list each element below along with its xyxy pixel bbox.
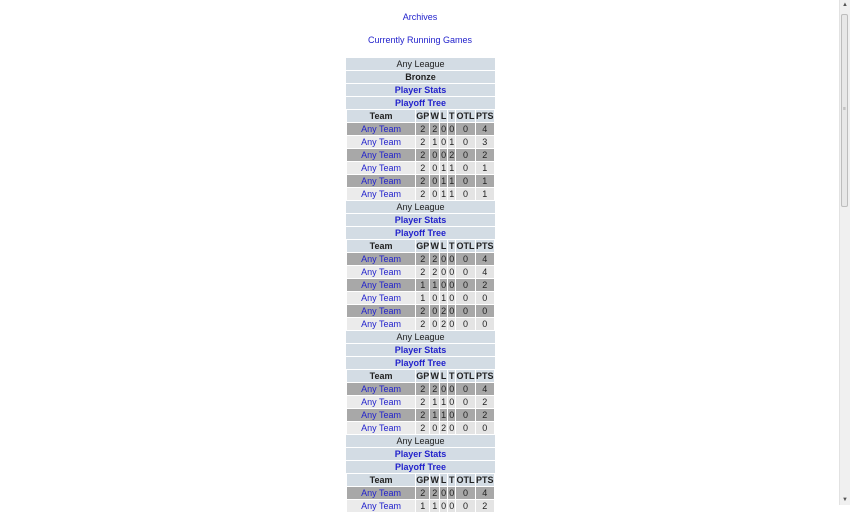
cell-t: 0 [449, 488, 455, 498]
league-group [346, 435, 495, 513]
team-link[interactable]: Any Team [361, 163, 402, 173]
table-col-otl-header: OTL [456, 371, 475, 381]
cell-gp: 2 [416, 383, 429, 395]
cell-l: 0 [441, 267, 447, 277]
cell-t: 1 [449, 176, 455, 186]
team-link[interactable]: Any Team [361, 397, 402, 407]
archives-link[interactable]: Archives [402, 12, 438, 22]
cell-pts: 0 [476, 422, 494, 434]
scroll-up-arrow-icon[interactable]: ▲ [842, 2, 848, 8]
table-row [347, 305, 494, 317]
cell-l: 0 [441, 137, 447, 147]
cell-team [347, 305, 415, 317]
cell-w: 2 [432, 384, 438, 394]
cell-team [347, 422, 415, 434]
cell-pts: 4 [476, 383, 494, 395]
league-name: Any League [346, 331, 495, 343]
cell-otl: 0 [456, 318, 474, 330]
cell-team [347, 266, 415, 278]
player-stats-row [346, 448, 495, 460]
standings-table [346, 473, 495, 513]
cell-l: 1 [441, 176, 447, 186]
team-link[interactable]: Any Team [361, 124, 402, 134]
cell-team [347, 162, 415, 174]
team-link[interactable]: Any Team [361, 410, 402, 420]
table-col-w-header: W [430, 371, 439, 381]
cell-l: 2 [441, 423, 447, 433]
cell-pts: 1 [476, 175, 494, 187]
table-col-l-header: L [440, 111, 447, 121]
table-row [347, 500, 494, 512]
playoff-tree-row [346, 97, 495, 109]
scroll-thumb[interactable] [841, 14, 848, 207]
cell-w: 0 [432, 306, 438, 316]
table-col-team-header: Team [347, 240, 415, 252]
table-col-pts-header: PTS [476, 475, 494, 485]
cell-w: 0 [432, 176, 438, 186]
cell-gp: 2 [416, 422, 429, 434]
cell-otl: 0 [456, 162, 474, 174]
cell-pts: 4 [476, 253, 494, 265]
table-row [347, 409, 494, 421]
cell-w: 1 [432, 501, 438, 511]
cell-l: 2 [441, 319, 447, 329]
cell-team [347, 253, 415, 265]
cell-otl: 0 [456, 253, 474, 265]
cell-pts: 0 [476, 318, 494, 330]
cell-team [347, 487, 415, 499]
scroll-down-arrow-icon[interactable]: ▼ [842, 497, 848, 503]
cell-team [347, 383, 415, 395]
cell-otl: 0 [456, 149, 474, 161]
cell-gp: 1 [416, 292, 429, 304]
cell-l: 0 [441, 254, 447, 264]
table-row [347, 162, 494, 174]
cell-w: 0 [432, 319, 438, 329]
cell-otl: 0 [456, 279, 474, 291]
player-stats-row [346, 214, 495, 226]
table-col-w-header: W [430, 241, 439, 251]
cell-w: 2 [432, 267, 438, 277]
cell-gp: 2 [416, 266, 429, 278]
cell-w: 0 [432, 423, 438, 433]
cell-t: 1 [449, 163, 455, 173]
team-link[interactable]: Any Team [361, 306, 402, 316]
table-col-t-header: T [449, 371, 455, 381]
table-row [347, 318, 494, 330]
cell-gp: 2 [416, 149, 429, 161]
table-row [347, 487, 494, 499]
cell-otl: 0 [456, 383, 474, 395]
table-row [347, 136, 494, 148]
table-row [347, 383, 494, 395]
team-link[interactable]: Any Team [361, 319, 402, 329]
cell-team [347, 396, 415, 408]
cell-otl: 0 [456, 305, 474, 317]
cell-t: 0 [449, 293, 455, 303]
cell-pts: 2 [476, 149, 494, 161]
cell-otl: 0 [456, 422, 474, 434]
cell-l: 1 [441, 189, 447, 199]
league-group [346, 58, 495, 201]
cell-w: 1 [432, 137, 438, 147]
team-link[interactable]: Any Team [361, 280, 402, 290]
table-row [347, 253, 494, 265]
cell-team [347, 292, 415, 304]
cell-l: 1 [441, 410, 447, 420]
cell-gp: 2 [416, 123, 429, 135]
playoff-tree-link[interactable]: Playoff Tree [394, 358, 447, 368]
table-col-pts-header: PTS [476, 111, 494, 121]
cell-team [347, 136, 415, 148]
cell-t: 0 [449, 280, 455, 290]
table-header-row [347, 474, 494, 486]
cell-otl: 0 [456, 266, 474, 278]
cell-pts: 0 [476, 305, 494, 317]
cell-gp: 2 [416, 318, 429, 330]
cell-team [347, 188, 415, 200]
cell-gp: 2 [416, 162, 429, 174]
league-group [346, 201, 495, 331]
table-col-otl-header: OTL [456, 241, 475, 251]
team-link[interactable]: Any Team [361, 189, 402, 199]
table-row [347, 175, 494, 187]
table-col-l-header: L [440, 371, 447, 381]
division-name: Bronze [346, 71, 495, 83]
cell-team [347, 279, 415, 291]
table-col-gp-header: GP [416, 241, 430, 251]
table-header-row [347, 110, 494, 122]
cell-l: 2 [441, 306, 447, 316]
table-col-gp-header: GP [416, 111, 430, 121]
standings-table [346, 239, 495, 331]
playoff-tree-link[interactable]: Playoff Tree [394, 98, 447, 108]
cell-w: 0 [432, 293, 438, 303]
team-link[interactable]: Any Team [361, 293, 402, 303]
table-col-otl-header: OTL [456, 475, 475, 485]
table-col-team-header: Team [347, 474, 415, 486]
player-stats-link[interactable]: Player Stats [394, 345, 447, 355]
cell-w: 2 [432, 488, 438, 498]
team-link[interactable]: Any Team [361, 254, 402, 264]
team-link[interactable]: Any Team [361, 423, 402, 433]
cell-otl: 0 [456, 487, 474, 499]
team-link[interactable]: Any Team [361, 384, 402, 394]
cell-w: 2 [432, 254, 438, 264]
cell-gp: 2 [416, 136, 429, 148]
cell-l: 0 [441, 150, 447, 160]
table-col-otl-header: OTL [456, 111, 475, 121]
league-name: Any League [346, 435, 495, 447]
player-stats-row [346, 344, 495, 356]
playoff-tree-row [346, 461, 495, 473]
cell-l: 0 [441, 124, 447, 134]
cell-otl: 0 [456, 188, 474, 200]
cell-pts: 0 [476, 292, 494, 304]
table-col-t-header: T [449, 241, 455, 251]
cell-w: 0 [432, 150, 438, 160]
table-row [347, 396, 494, 408]
table-col-team-header: Team [347, 110, 415, 122]
table-col-pts-header: PTS [476, 371, 494, 381]
cell-gp: 2 [416, 305, 429, 317]
team-link[interactable]: Any Team [361, 137, 402, 147]
cell-w: 1 [432, 397, 438, 407]
cell-pts: 1 [476, 162, 494, 174]
standings-panel [346, 58, 495, 513]
table-row [347, 149, 494, 161]
table-row [347, 292, 494, 304]
league-name: Any League [346, 201, 495, 213]
cell-t: 0 [449, 254, 455, 264]
table-col-l-header: L [440, 241, 447, 251]
cell-team [347, 175, 415, 187]
cell-t: 0 [449, 306, 455, 316]
cell-team [347, 409, 415, 421]
cell-pts: 2 [476, 500, 494, 512]
cell-l: 0 [441, 488, 447, 498]
table-col-w-header: W [430, 475, 439, 485]
scroll-grip-icon: ≡ [843, 106, 846, 112]
player-stats-link[interactable]: Player Stats [394, 215, 447, 225]
standings-table [346, 109, 495, 201]
cell-gp: 1 [416, 279, 429, 291]
cell-l: 1 [441, 163, 447, 173]
cell-l: 0 [441, 501, 447, 511]
cell-otl: 0 [456, 292, 474, 304]
cell-pts: 4 [476, 487, 494, 499]
table-col-team-header: Team [347, 370, 415, 382]
cell-t: 0 [449, 267, 455, 277]
team-link[interactable]: Any Team [361, 501, 402, 511]
table-header-row [347, 370, 494, 382]
cell-gp: 2 [416, 253, 429, 265]
table-row [347, 266, 494, 278]
cell-otl: 0 [456, 175, 474, 187]
cell-gp: 2 [416, 396, 429, 408]
cell-pts: 2 [476, 396, 494, 408]
currently-running-games-link[interactable]: Currently Running Games [367, 35, 473, 45]
table-row [347, 123, 494, 135]
table-col-pts-header: PTS [476, 241, 494, 251]
cell-t: 0 [449, 423, 455, 433]
cell-pts: 3 [476, 136, 494, 148]
playoff-tree-row [346, 227, 495, 239]
cell-otl: 0 [456, 136, 474, 148]
team-link[interactable]: Any Team [361, 267, 402, 277]
table-col-l-header: L [440, 475, 447, 485]
cell-w: 1 [432, 410, 438, 420]
player-stats-link[interactable]: Player Stats [394, 449, 447, 459]
playoff-tree-link[interactable]: Playoff Tree [394, 462, 447, 472]
cell-l: 1 [441, 397, 447, 407]
table-col-t-header: T [449, 111, 455, 121]
table-header-row [347, 240, 494, 252]
cell-l: 0 [441, 280, 447, 290]
cell-otl: 0 [456, 123, 474, 135]
cell-pts: 4 [476, 266, 494, 278]
vertical-scrollbar[interactable] [839, 0, 850, 505]
cell-pts: 2 [476, 279, 494, 291]
cell-l: 1 [441, 293, 447, 303]
cell-gp: 2 [416, 175, 429, 187]
cell-w: 2 [432, 124, 438, 134]
team-link[interactable]: Any Team [361, 150, 402, 160]
cell-t: 1 [449, 189, 455, 199]
table-row [347, 422, 494, 434]
table-col-gp-header: GP [416, 371, 430, 381]
cell-team [347, 123, 415, 135]
cell-t: 1 [449, 137, 455, 147]
league-name: Any League [346, 58, 495, 70]
cell-gp: 2 [416, 188, 429, 200]
team-link[interactable]: Any Team [361, 488, 402, 498]
table-col-w-header: W [430, 111, 439, 121]
cell-t: 2 [449, 150, 455, 160]
cell-otl: 0 [456, 409, 474, 421]
cell-t: 0 [449, 124, 455, 134]
standings-table [346, 369, 495, 435]
table-row [347, 279, 494, 291]
cell-l: 0 [441, 384, 447, 394]
table-col-gp-header: GP [416, 475, 430, 485]
cell-pts: 2 [476, 409, 494, 421]
cell-w: 1 [432, 280, 438, 290]
cell-pts: 1 [476, 188, 494, 200]
cell-gp: 1 [416, 500, 429, 512]
cell-team [347, 318, 415, 330]
table-row [347, 188, 494, 200]
league-group [346, 331, 495, 435]
cell-team [347, 500, 415, 512]
cell-w: 0 [432, 189, 438, 199]
cell-t: 0 [449, 319, 455, 329]
cell-otl: 0 [456, 396, 474, 408]
player-stats-row [346, 84, 495, 96]
cell-w: 0 [432, 163, 438, 173]
cell-t: 0 [449, 397, 455, 407]
cell-t: 0 [449, 410, 455, 420]
team-link[interactable]: Any Team [361, 176, 402, 186]
playoff-tree-row [346, 357, 495, 369]
cell-otl: 0 [456, 500, 474, 512]
cell-t: 0 [449, 384, 455, 394]
cell-team [347, 149, 415, 161]
cell-pts: 4 [476, 123, 494, 135]
cell-gp: 2 [416, 487, 429, 499]
table-col-t-header: T [449, 475, 455, 485]
cell-t: 0 [449, 501, 455, 511]
cell-gp: 2 [416, 409, 429, 421]
playoff-tree-link[interactable]: Playoff Tree [394, 228, 447, 238]
player-stats-link[interactable]: Player Stats [394, 85, 447, 95]
